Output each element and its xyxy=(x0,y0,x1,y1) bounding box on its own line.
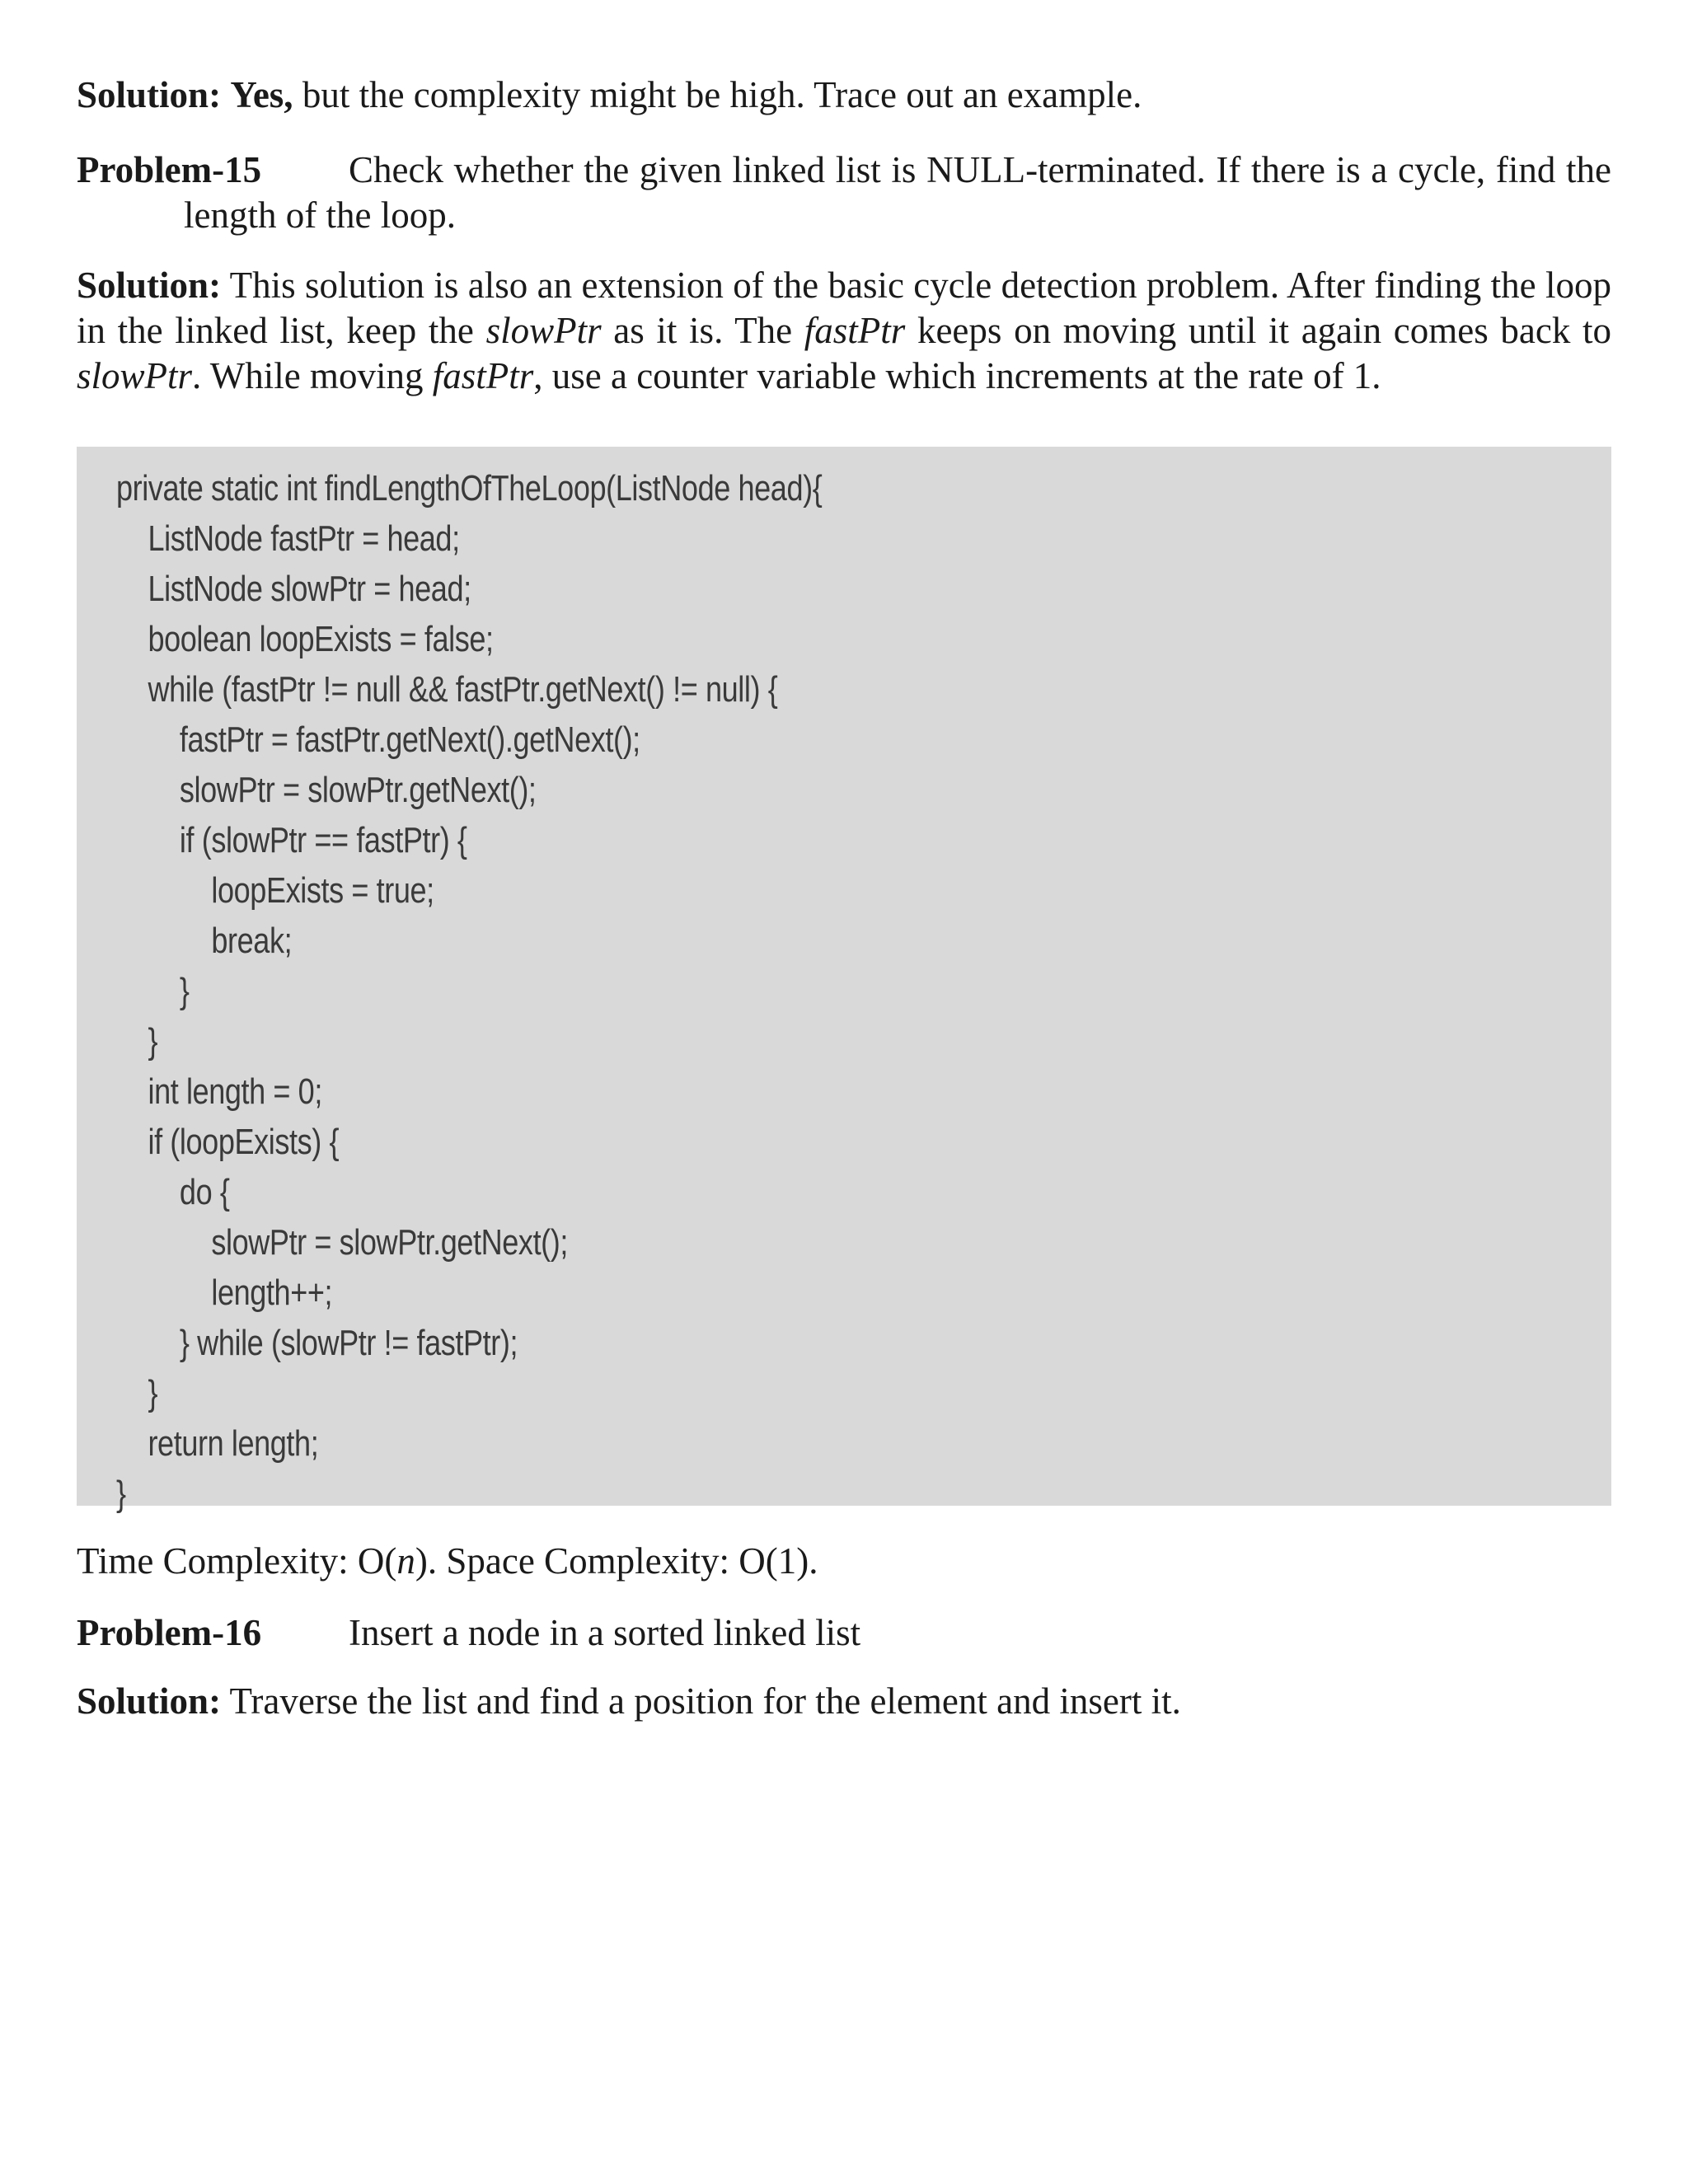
code-line: } xyxy=(116,1373,158,1413)
solution-label: Solution: xyxy=(77,265,222,306)
code-line: slowPtr = slowPtr.getNext(); xyxy=(116,770,537,810)
code-line: if (loopExists) { xyxy=(116,1122,340,1162)
complexity-variable: n xyxy=(396,1540,415,1582)
problem-number: Problem-15 xyxy=(77,149,262,190)
code-line: } xyxy=(116,1474,126,1514)
problem-15-paragraph xyxy=(77,148,1611,238)
solution-16-paragraph xyxy=(77,1679,1611,1724)
solution-label: Solution: xyxy=(77,74,222,115)
code-line: while (fastPtr != null && fastPtr.getNext() != null) { xyxy=(116,669,778,710)
problem-text: Insert a node in a sorted linked list xyxy=(349,1612,861,1653)
code-line: loopExists = true; xyxy=(116,870,434,911)
code-line: return length; xyxy=(116,1423,319,1464)
code-line: length++; xyxy=(116,1272,333,1313)
code-line: break; xyxy=(116,921,293,961)
solution-text: but the complexity might be high. Trace out an example. xyxy=(293,74,1142,115)
code-line: slowPtr = slowPtr.getNext(); xyxy=(116,1222,569,1263)
code-listing xyxy=(77,447,1611,1514)
solution-text: Traverse the list and find a position for the element and insert it. xyxy=(221,1680,1181,1722)
problem-number: Problem-16 xyxy=(77,1612,262,1653)
solution-text: . While moving xyxy=(192,355,433,396)
solution-text: keeps on moving until it again comes back to xyxy=(905,310,1612,351)
emphasis-fastptr: fastPtr xyxy=(432,355,534,396)
solution-text: This solution is also an extension of the basic cycle detection problem. After finding the loop in the linked list, keep the xyxy=(77,265,1611,351)
solution-14-paragraph xyxy=(77,73,1611,118)
emphasis-slowptr: slowPtr xyxy=(77,355,193,396)
code-line: int length = 0; xyxy=(116,1071,322,1112)
problem-16-paragraph xyxy=(77,1610,1611,1656)
solution-text: , use a counter variable which increments at the rate of 1. xyxy=(533,355,1381,396)
code-line: ListNode fastPtr = head; xyxy=(116,518,460,559)
code-line: do { xyxy=(116,1172,230,1212)
document-page xyxy=(77,73,1611,1724)
code-line: if (slowPtr == fastPtr) { xyxy=(116,820,467,860)
emphasis-fastptr: fastPtr xyxy=(804,310,906,351)
complexity-text: ). Space Complexity: O(1). xyxy=(415,1540,818,1582)
code-line: fastPtr = fastPtr.getNext().getNext(); xyxy=(116,719,640,760)
problem-text: Check whether the given linked list is NULL-terminated. If there is a cycle, find the length of the loop. xyxy=(184,149,1611,236)
solution-answer: Yes, xyxy=(230,74,293,115)
code-line: } while (slowPtr != fastPtr); xyxy=(116,1323,518,1363)
solution-15-paragraph xyxy=(77,263,1611,399)
solution-label: Solution: xyxy=(77,1680,222,1722)
code-line: private static int findLengthOfTheLoop(ListNode head){ xyxy=(116,468,823,509)
complexity-paragraph xyxy=(77,1539,1611,1584)
code-line: boolean loopExists = false; xyxy=(116,619,494,659)
solution-text: as it is. The xyxy=(601,310,804,351)
code-line: ListNode slowPtr = head; xyxy=(116,569,471,609)
code-line: } xyxy=(116,1021,158,1062)
complexity-text: Time Complexity: O( xyxy=(77,1540,397,1582)
emphasis-slowptr: slowPtr xyxy=(485,310,602,351)
code-line: } xyxy=(116,971,190,1011)
